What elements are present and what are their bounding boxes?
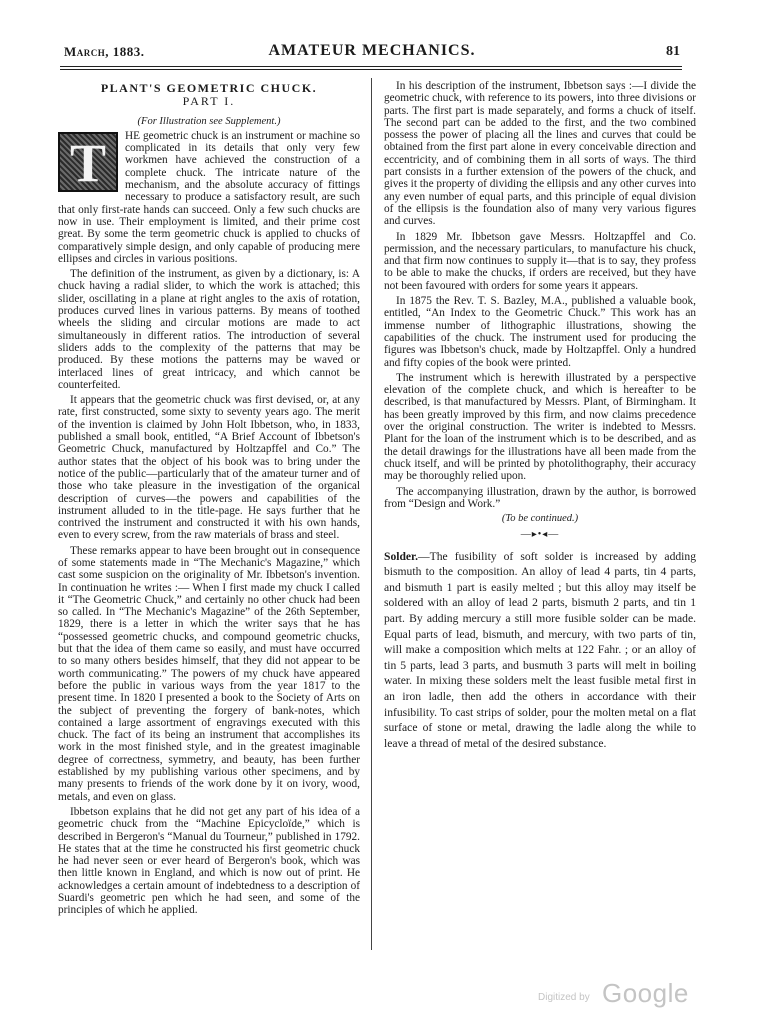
article-title: PLANT'S GEOMETRIC CHUCK. (100, 81, 318, 95)
solder-text: —The fusibility of soft solder is increased by adding bismuth to the composition. An alloy of lead 4 parts, tin 4 parts, and bismuth 1 part is easily melted ; but this alloy may itself be soldered with an alloy of lead 2 parts, bismuth 2 parts, and tin 1 part. By adding mercury a still more fusible solder can be made. Equal parts of lead, bismuth, and mercury, with two parts of tin, will make a composition which melts at 122 Fahr. ; or an alloy of tin 5 parts, lead 3 parts, and busmuth 3 parts will melt in boiling water. In mixing these solders melt the least fusible metal first in an iron ladle, then add the others in accordance with their infusibility. To cast strips of solder, pour the molten metal on a flat surface of stone or metal, drawing the ladle along the while to leave a thread of metal of the desired substance. (384, 549, 696, 750)
column-divider (371, 78, 372, 950)
illustration-note: (For Illustration see Supplement.) (137, 115, 281, 127)
article-paragraph: Ibbetson explains that he did not get any part of his idea of a geometric chuck from the “Machine Epicycloïde,” which is described in Bergeron's “Manual du Tourneur,” published in 1792. He states that at the time he constructed his first geometric chuck he had never seen or ever heard of Bergeron's book, which was then little known in England, and which is now out of print. He acknowledges a certain amount of indebtedness to a description of Suardi's geometric pen which he had seen, and some of the principles of which he applied. (58, 805, 360, 917)
journal-title: AMATEUR MECHANICS. (268, 42, 476, 59)
article-paragraph: The instrument which is herewith illustrated by a perspective elevation of the complete chuck, and which is hereafter to be described, is that manufactured by Messrs. Plant, of Birmingham. It has been greatly improved by this firm, and now claims precedence over the original construction. The writer is indebted to Messrs. Plant for the loan of the instrument which is to be described, and as the detail drawings for the illustrations have all been made from the chuck itself, and will be printed by photolithography, their accuracy may be thoroughly relied upon. (384, 371, 696, 483)
article-paragraph: It appears that the geometric chuck was first devised, or, at any rate, first constructed, some sixty to seventy years ago. The merit of the invention is claimed by John Holt Ibbetson, who, in 1833, published a small book, entitled, “A Brief Account of Ibbetson's Geometric Chuck, manufactured by Holtzapffel and Co.” The author states that the object of his book was to bring under the notice of the public—particularly that of the amateur turner and of those who take pleasure in the investigation of the organical description of curves—the powers and capabilities of the instrument alluded to in the title-page. He says further that he contrived the instrument and constructed it with his own hands, even to every screw, from the raw materials of brass and steel. (58, 394, 360, 542)
left-column (58, 80, 360, 920)
header-rule (60, 66, 682, 67)
article-paragraph: In his description of the instrument, Ibbetson says :—I divide the geometric chuck, with reference to its powers, into three divisions or parts. The first part is made separately, and forms a chuck of itself. The second part can be added to the first, and the two combined possess the power of placing all the lines and curves that could be obtained from the first part alone in every conceivable direction and eccentricity, and of combining them in all sorts of ways. The third part consists in a further extension of the powers of the chuck, and gives it the property of dividing the ellipsis and any other curves into any even number of equal parts, and this principle of equal division of the ellipsis is the foundation also of many very various figures and curves. (384, 80, 696, 228)
solder-paragraph (384, 549, 696, 752)
decorated-initial: T (58, 132, 118, 192)
running-head (64, 42, 680, 64)
article-part: PART I. (182, 94, 236, 109)
continued-note: (To be continued.) (501, 513, 579, 525)
page-number: 81 (666, 44, 680, 59)
header-rule (60, 69, 682, 70)
article-paragraph: T HE geometric chuck is an instrument or machine so complicated in its details that only very few workmen have achieved the construction of a complete chuck. The intricate nature of the mechanism, and the absolute accuracy of fittings necessary to produce a satisfactory result, are such that only first-rate hands can succeed. Only a few such chucks are now in use. Their employment is limited, and their prime cost great. By some the term geometric chuck is applied to chucks of comparatively simple design, and only capable of producing mere ellipses and circles in various positions. (58, 129, 360, 265)
right-column (384, 80, 696, 754)
digitized-watermark (538, 978, 708, 1014)
article-paragraph: In 1875 the Rev. T. S. Bazley, M.A., published a valuable book, entitled, “An Index to the Geometric Chuck.” This work has an immense number of lithographic illustrations, showing the capabilities of the chuck. The instrument used for producing the figures was Ibbetson's chuck, made by Holtzapffel. Only a hundred and fifty copies of the book were printed. (384, 295, 696, 369)
article-paragraph: The accompanying illustration, drawn by the author, is borrowed from “Design and Work.” (384, 485, 696, 510)
google-logo: Google (602, 978, 689, 1008)
article-paragraph: In 1829 Mr. Ibbetson gave Messrs. Holtzapffel and Co. permission, and the necessary particulars, to manufacture his chuck, and that firm now continues to supply it—that is to say, they profess to be able to make the chucks, if orders are received, but they have not been favoured with orders for some years it appears. (384, 230, 696, 292)
issue-date: March, 1883. (64, 44, 145, 59)
solder-heading: Solder. (384, 549, 419, 563)
section-ornament: —▸•◂— (520, 529, 560, 541)
watermark-prefix: Digitized by (538, 992, 590, 1003)
article-paragraph: The definition of the instrument, as given by a dictionary, is: A chuck having a radial slider, to which the work is attached; this slider, oscillating in a plane at right angles to the axis of rotation, produces curved lines in various patterns. By means of toothed wheels the sliding and circular motions are made to act simultaneously in different ratios. The introduction of several sliders adds to the complexity of the patterns that may be produced. By these motions the patterns may be waved or interlaced lines of great intricacy, and which cannot be counterfeited. (58, 268, 360, 391)
article-paragraph: These remarks appear to have been brought out in consequence of some statements made in “The Mechanic's Magazine,” which cast some suspicion on the originality of Mr. Ibbetson's invention. In continuation he writes :— When I first made my chuck I called it “The Geometric Chuck,” and certainly no other chuck had been so called. In “The Mechanic's Magazine” of the 26th September, 1829, there is a letter in which the writer says that he has “possessed geometric chucks, and compound geometric chucks, but that the idea of them came so easily, and must have occurred to so many others besides himself, that they did not appear to be worth communicating.” The powers of my chuck have appeared before the public in various ways from the year 1817 to the present time. In 1820 I presented a book to the Society of Arts on the subject of preventing the forgery of bank-notes, which contained a large assortment of engravings executed with this chuck. The fact of its being an instrument that accomplishes its work in the most finished style, and in the greatest imaginable degree of correctness, symmetry, and beauty, has been further established by my publishing various other specimens, and by many presents to friends of the work done by it on ivory, wood, metals, and even on glass. (58, 544, 360, 803)
